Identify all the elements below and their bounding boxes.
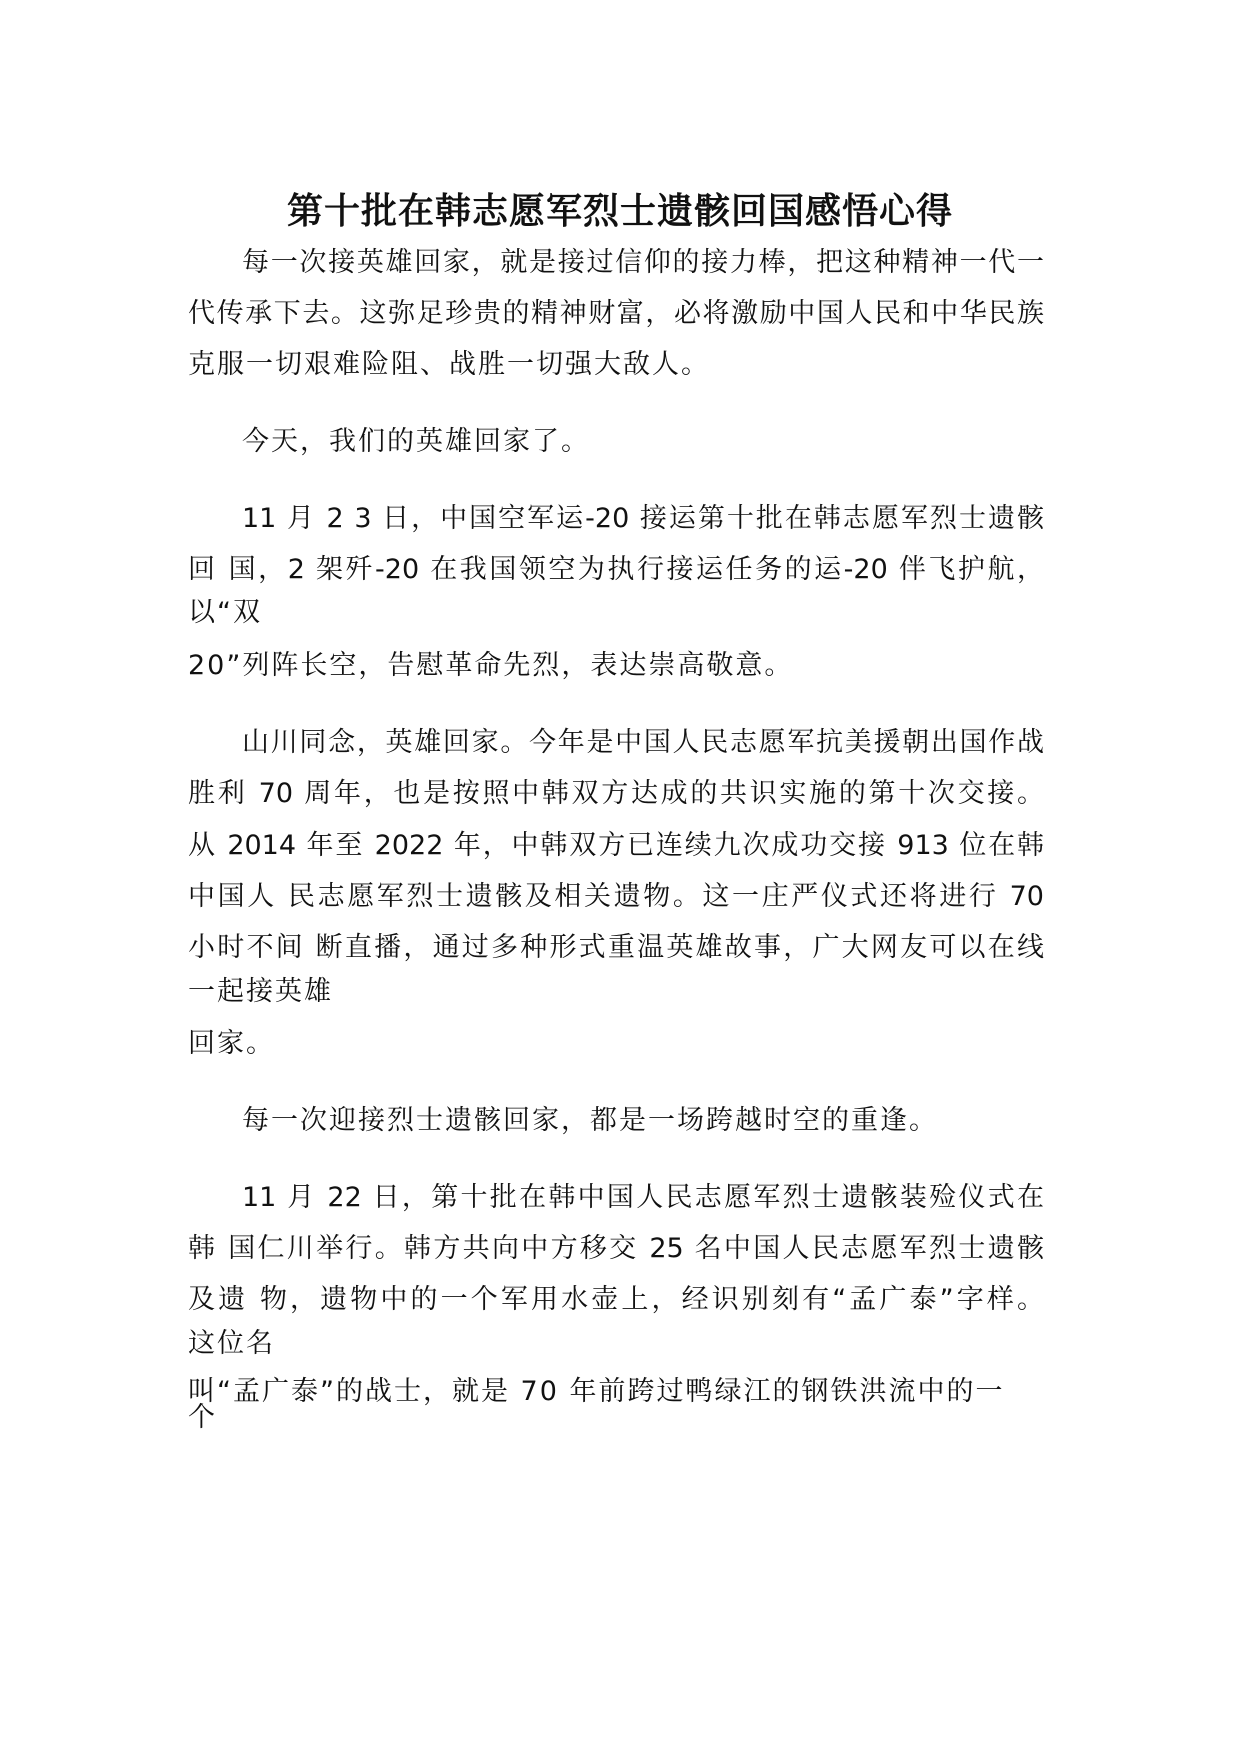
paragraph-line: 以“双: [188, 597, 262, 628]
paragraph-line: 胜利 70 周年，也是按照中韩双方达成的共识实施的第十次交接。: [188, 778, 1044, 809]
paragraph-line: 回 国，2 架歼-20 在我国领空为执行接运任务的运-20 伴飞护航，: [188, 554, 1044, 585]
paragraph-line: 今天，我们的英雄回家了。: [242, 426, 590, 457]
paragraph-line: 这位名: [188, 1328, 275, 1359]
paragraph-line: 叫“孟广泰”的战士，就是 70 年前跨过鸭绿江的钢铁洪流中的一: [188, 1376, 1005, 1407]
paragraph-line: 韩 国仁川举行。韩方共向中方移交 25 名中国人民志愿军烈士遗骸: [188, 1233, 1044, 1264]
paragraph-line: 及遗 物，遗物中的一个军用水壶上，经识别刻有“孟广泰”字样。: [188, 1284, 1044, 1315]
paragraph-line: 山川同念，英雄回家。今年是中国人民志愿军抗美援朝出国作战: [242, 727, 1044, 758]
paragraph-line: 小时不间 断直播，通过多种形式重温英雄故事，广大网友可以在线: [188, 932, 1044, 963]
paragraph-line: 每一次接英雄回家，就是接过信仰的接力棒，把这种精神一代一: [242, 247, 1044, 278]
paragraph-line: 每一次迎接烈士遗骸回家，都是一场跨越时空的重逢。: [242, 1105, 938, 1136]
paragraph-line: 11 月 2 3 日，中国空军运-20 接运第十批在韩志愿军烈士遗骸: [242, 503, 1044, 534]
paragraph-line: 中国人 民志愿军烈士遗骸及相关遗物。这一庄严仪式还将进行 70: [188, 881, 1044, 912]
paragraph-line: 20”列阵长空，告慰革命先烈，表达崇高敬意。: [188, 650, 794, 681]
paragraph-line: 回家。: [188, 1028, 275, 1059]
paragraph-line: 代传承下去。这弥足珍贵的精神财富，必将激励中国人民和中华民族: [188, 298, 1044, 329]
paragraph-line: 11 月 22 日，第十批在韩中国人民志愿军烈士遗骸装殓仪式在: [242, 1182, 1044, 1213]
paragraph-line: 一起接英雄: [188, 976, 333, 1007]
document-title: 第十批在韩志愿军烈士遗骸回国感悟心得: [286, 190, 953, 232]
paragraph-line: 个: [188, 1402, 217, 1433]
paragraph-line: 从 2014 年至 2022 年，中韩双方已连续九次成功交接 913 位在韩: [188, 830, 1044, 861]
paragraph-line: 克服一切艰难险阻、战胜一切强大敌人。: [188, 349, 710, 380]
